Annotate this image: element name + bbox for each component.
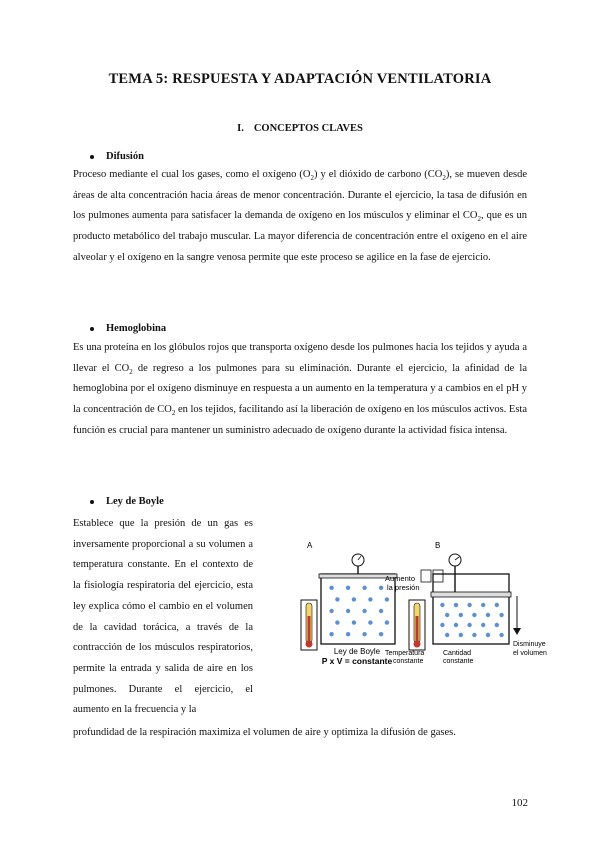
gas-particle xyxy=(486,613,490,617)
gas-particle xyxy=(495,623,499,627)
page-title: TEMA 5: RESPUESTA Y ADAPTACIÓN VENTILATORIA xyxy=(108,71,492,87)
gas-particle xyxy=(362,609,366,613)
gas-particle xyxy=(379,586,383,590)
gas-particle xyxy=(459,633,463,637)
panel-a-label: A xyxy=(307,541,313,550)
gas-particle xyxy=(481,623,485,627)
gas-particle xyxy=(352,597,356,601)
temp-label-line2: constante xyxy=(393,658,424,665)
gas-particle xyxy=(445,613,449,617)
qty-label-line1: Cantidad xyxy=(443,650,472,657)
gas-particle xyxy=(379,632,383,636)
page-number: 102 xyxy=(511,797,528,809)
gas-particle xyxy=(329,609,333,613)
arrow-label-line1: Disminuye xyxy=(513,641,546,648)
gas-particle xyxy=(379,609,383,613)
caption-line1: Ley de Boyle xyxy=(333,647,381,656)
section-heading xyxy=(0,123,600,134)
bullet-difusion xyxy=(90,151,144,162)
gas-particle xyxy=(329,586,333,590)
gas-particle xyxy=(440,623,444,627)
weight-icon xyxy=(421,570,431,582)
gas-particle xyxy=(335,620,339,624)
gas-particle xyxy=(486,633,490,637)
gas-particles-b xyxy=(440,603,504,637)
gas-particle xyxy=(459,613,463,617)
gas-particle xyxy=(346,609,350,613)
gas-particle xyxy=(362,586,366,590)
gas-particle xyxy=(467,603,471,607)
bullet-boyle xyxy=(90,496,164,507)
section-label: CONCEPTOS CLAVES xyxy=(253,123,363,134)
gas-particle xyxy=(472,633,476,637)
gas-particle xyxy=(352,620,356,624)
gas-particle xyxy=(385,620,389,624)
gas-particle xyxy=(329,632,333,636)
gas-particle xyxy=(335,597,339,601)
gas-particle xyxy=(385,597,389,601)
caption-line2: P x V = constante xyxy=(321,656,393,666)
gas-particle xyxy=(472,613,476,617)
gas-particle xyxy=(445,633,449,637)
weight-icon xyxy=(433,570,443,582)
qty-label-line2: constante xyxy=(443,658,474,665)
gas-particle xyxy=(495,603,499,607)
boyle-paragraph: Establece que la presión de un gas es inversamente proporcional a su volumen a temperatura constante. En el contexto de la fisiología respiratoria del ejercicio, esta ley explica cómo el cambio en el volumen de la cavidad torácica, a través de la contracción de los músculos respiratorios, permite la entrada y salida de aire en los pulmones. Durante el ejercicio, el aumento en la frecuencia y la xyxy=(73,518,253,716)
boyle-heading: Ley de Boyle xyxy=(106,496,164,507)
gas-particle xyxy=(481,603,485,607)
arrow-label-line2: el volumen xyxy=(513,650,547,657)
panel-b-label: B xyxy=(435,541,441,550)
bullet-hemoglobina xyxy=(90,323,166,334)
gas-particle xyxy=(440,603,444,607)
pressure-label-line2: la presión xyxy=(387,583,420,592)
hemoglobina-heading: Hemoglobina xyxy=(106,323,167,334)
gas-particle xyxy=(368,620,372,624)
section-number: I. xyxy=(237,123,244,134)
difusion-heading: Difusión xyxy=(106,151,144,162)
gas-particle xyxy=(346,632,350,636)
gas-particle xyxy=(499,613,503,617)
gas-particle xyxy=(454,623,458,627)
gas-particle xyxy=(467,623,471,627)
hemoglobina-paragraph: Es una proteína en los glóbulos rojos que transporta oxígeno desde los pulmones hacia los tejidos y ayuda a llevar el $CO_2$ de regreso a los pulmones para su eliminación. Durante el ejercicio, la afinidad de la hemoglobina por el oxígeno disminuye en respuesta a un aumento en la temperatura y a cambios en el pH y la concentración de $CO_2$ en los tejidos, facilitando así la liberación de oxígeno en los músculos activos. Esta función es crucial para mantener un suministro adecuado de oxígeno durante la actividad física intensa. xyxy=(73,342,528,436)
piston-b xyxy=(431,592,511,597)
bullet-dot xyxy=(90,500,94,504)
boyle-diagram xyxy=(285,536,600,671)
pressure-label-line1: Aumento xyxy=(385,574,416,583)
temp-label-line1: Temperatura xyxy=(385,650,425,657)
boyle-paragraph-end: profundidad de la respiración maximiza el volumen de aire y optimiza la difusión de gases. xyxy=(73,727,456,738)
gas-particles-a xyxy=(329,586,389,637)
gas-particle xyxy=(368,597,372,601)
gas-particle xyxy=(499,633,503,637)
boyle-figure xyxy=(285,536,600,671)
bullet-dot xyxy=(90,155,94,159)
gas-particle xyxy=(362,632,366,636)
gas-particle xyxy=(346,586,350,590)
container-b xyxy=(433,574,509,644)
gas-particle xyxy=(454,603,458,607)
bullet-dot xyxy=(90,327,94,331)
difusion-paragraph: Proceso mediante el cual los gases, como el oxígeno $(O_2)$ y el dióxido de carbono $(CO_2)$, se mueven desde áreas de alta concentración hacia áreas de menor concentración. Durante el ejercicio, la tasa de difusión en los pulmones aumenta para satisfacer la demanda de oxígeno en los músculos y eliminar el $CO_2$, que es un producto metabólico del trabajo muscular. La mayor diferencia de concentración entre el oxígeno en el aire alveolar y el oxígeno en la sangre venosa permite que este proceso se agilice en la fase de ejercicio. xyxy=(73,169,527,263)
